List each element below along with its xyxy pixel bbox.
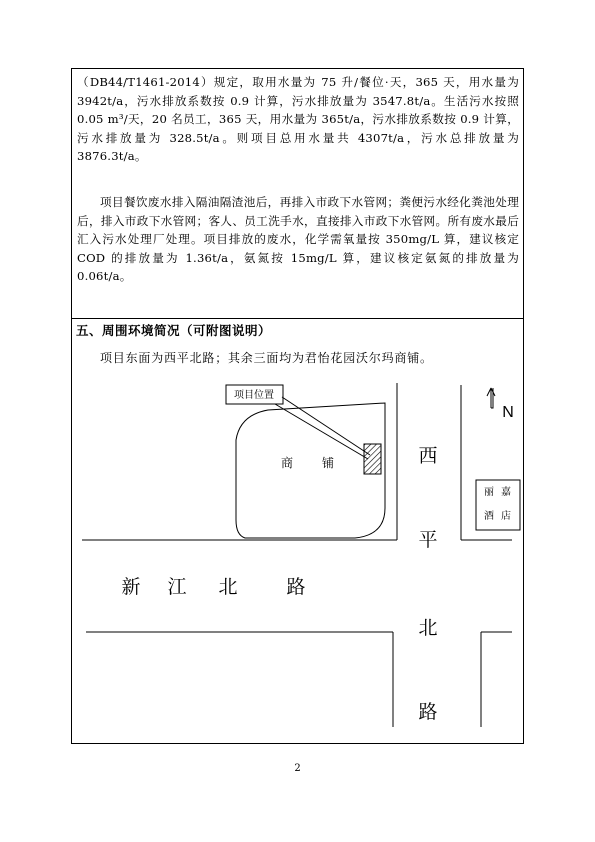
- surroundings-description: 项目东面为西平北路；其余三面均为君怡花园沃尔玛商铺。: [100, 351, 433, 365]
- section-title-surroundings: 五、周围环境简况（可附图说明）: [76, 323, 272, 338]
- page-number: 2: [294, 763, 301, 774]
- north-label: N: [502, 404, 514, 421]
- project-location-marker: [364, 444, 381, 474]
- road-label-xinjiang: 江: [167, 576, 187, 598]
- wastewater-discharge-paragraph: 项目餐饮废水排入隔油隔渣池后，再排入市政下水管网；粪便污水经化粪池处理后，排入市政下水管网；客人、员工洗手水，直接排入市政下水管网。所有废水最后汇入污水处理厂处理。项目排放的废水，化学需氧量按 350mg/L 算，建议核定 COD 的排放量为 1.36t/a，氨氮按 15mg/L 算，建议核定氨氮的排放量为 0.06t/a。: [77, 195, 519, 284]
- north-arrow-icon: [487, 388, 495, 408]
- road-label-xiping: 路: [418, 701, 438, 723]
- hotel-label: 嘉: [501, 487, 511, 498]
- road-label-xiping: 北: [418, 617, 438, 639]
- project-location-label: 项目位置: [234, 390, 274, 401]
- road-label-xiping: 平: [418, 529, 438, 551]
- hotel-label: 丽: [484, 487, 494, 498]
- road-label-xinjiang: 路: [286, 576, 306, 598]
- shop-label: 铺: [321, 456, 335, 470]
- hotel-label: 酒: [484, 511, 494, 522]
- shop-block-outline: [236, 403, 385, 538]
- road-label-xinjiang: 新: [121, 576, 141, 598]
- shop-label: 商: [280, 456, 294, 470]
- callout-leader-line: [282, 397, 370, 455]
- hotel-label: 店: [501, 511, 511, 522]
- road-label-xiping: 西: [418, 445, 438, 467]
- callout-leader-line: [275, 404, 368, 459]
- road-label-xinjiang: 北: [218, 576, 238, 598]
- water-usage-paragraph: （DB44/T1461-2014）规定，取用水量为 75 升/餐位·天，365 天，用水量为 3942t/a，污水排放系数按 0.9 计算，污水排放量为 3547.8t/a。生活污水按照 0.05 m³/天，20 名员工，365 天，用水量为 365t/a，污水排放系数按 0.9 计算，污水排放量为 328.5t/a。则项目总用水量共 4307t/a，污水总排放量为 3876.3t/a。: [77, 75, 519, 164]
- hotel-box: [476, 480, 520, 530]
